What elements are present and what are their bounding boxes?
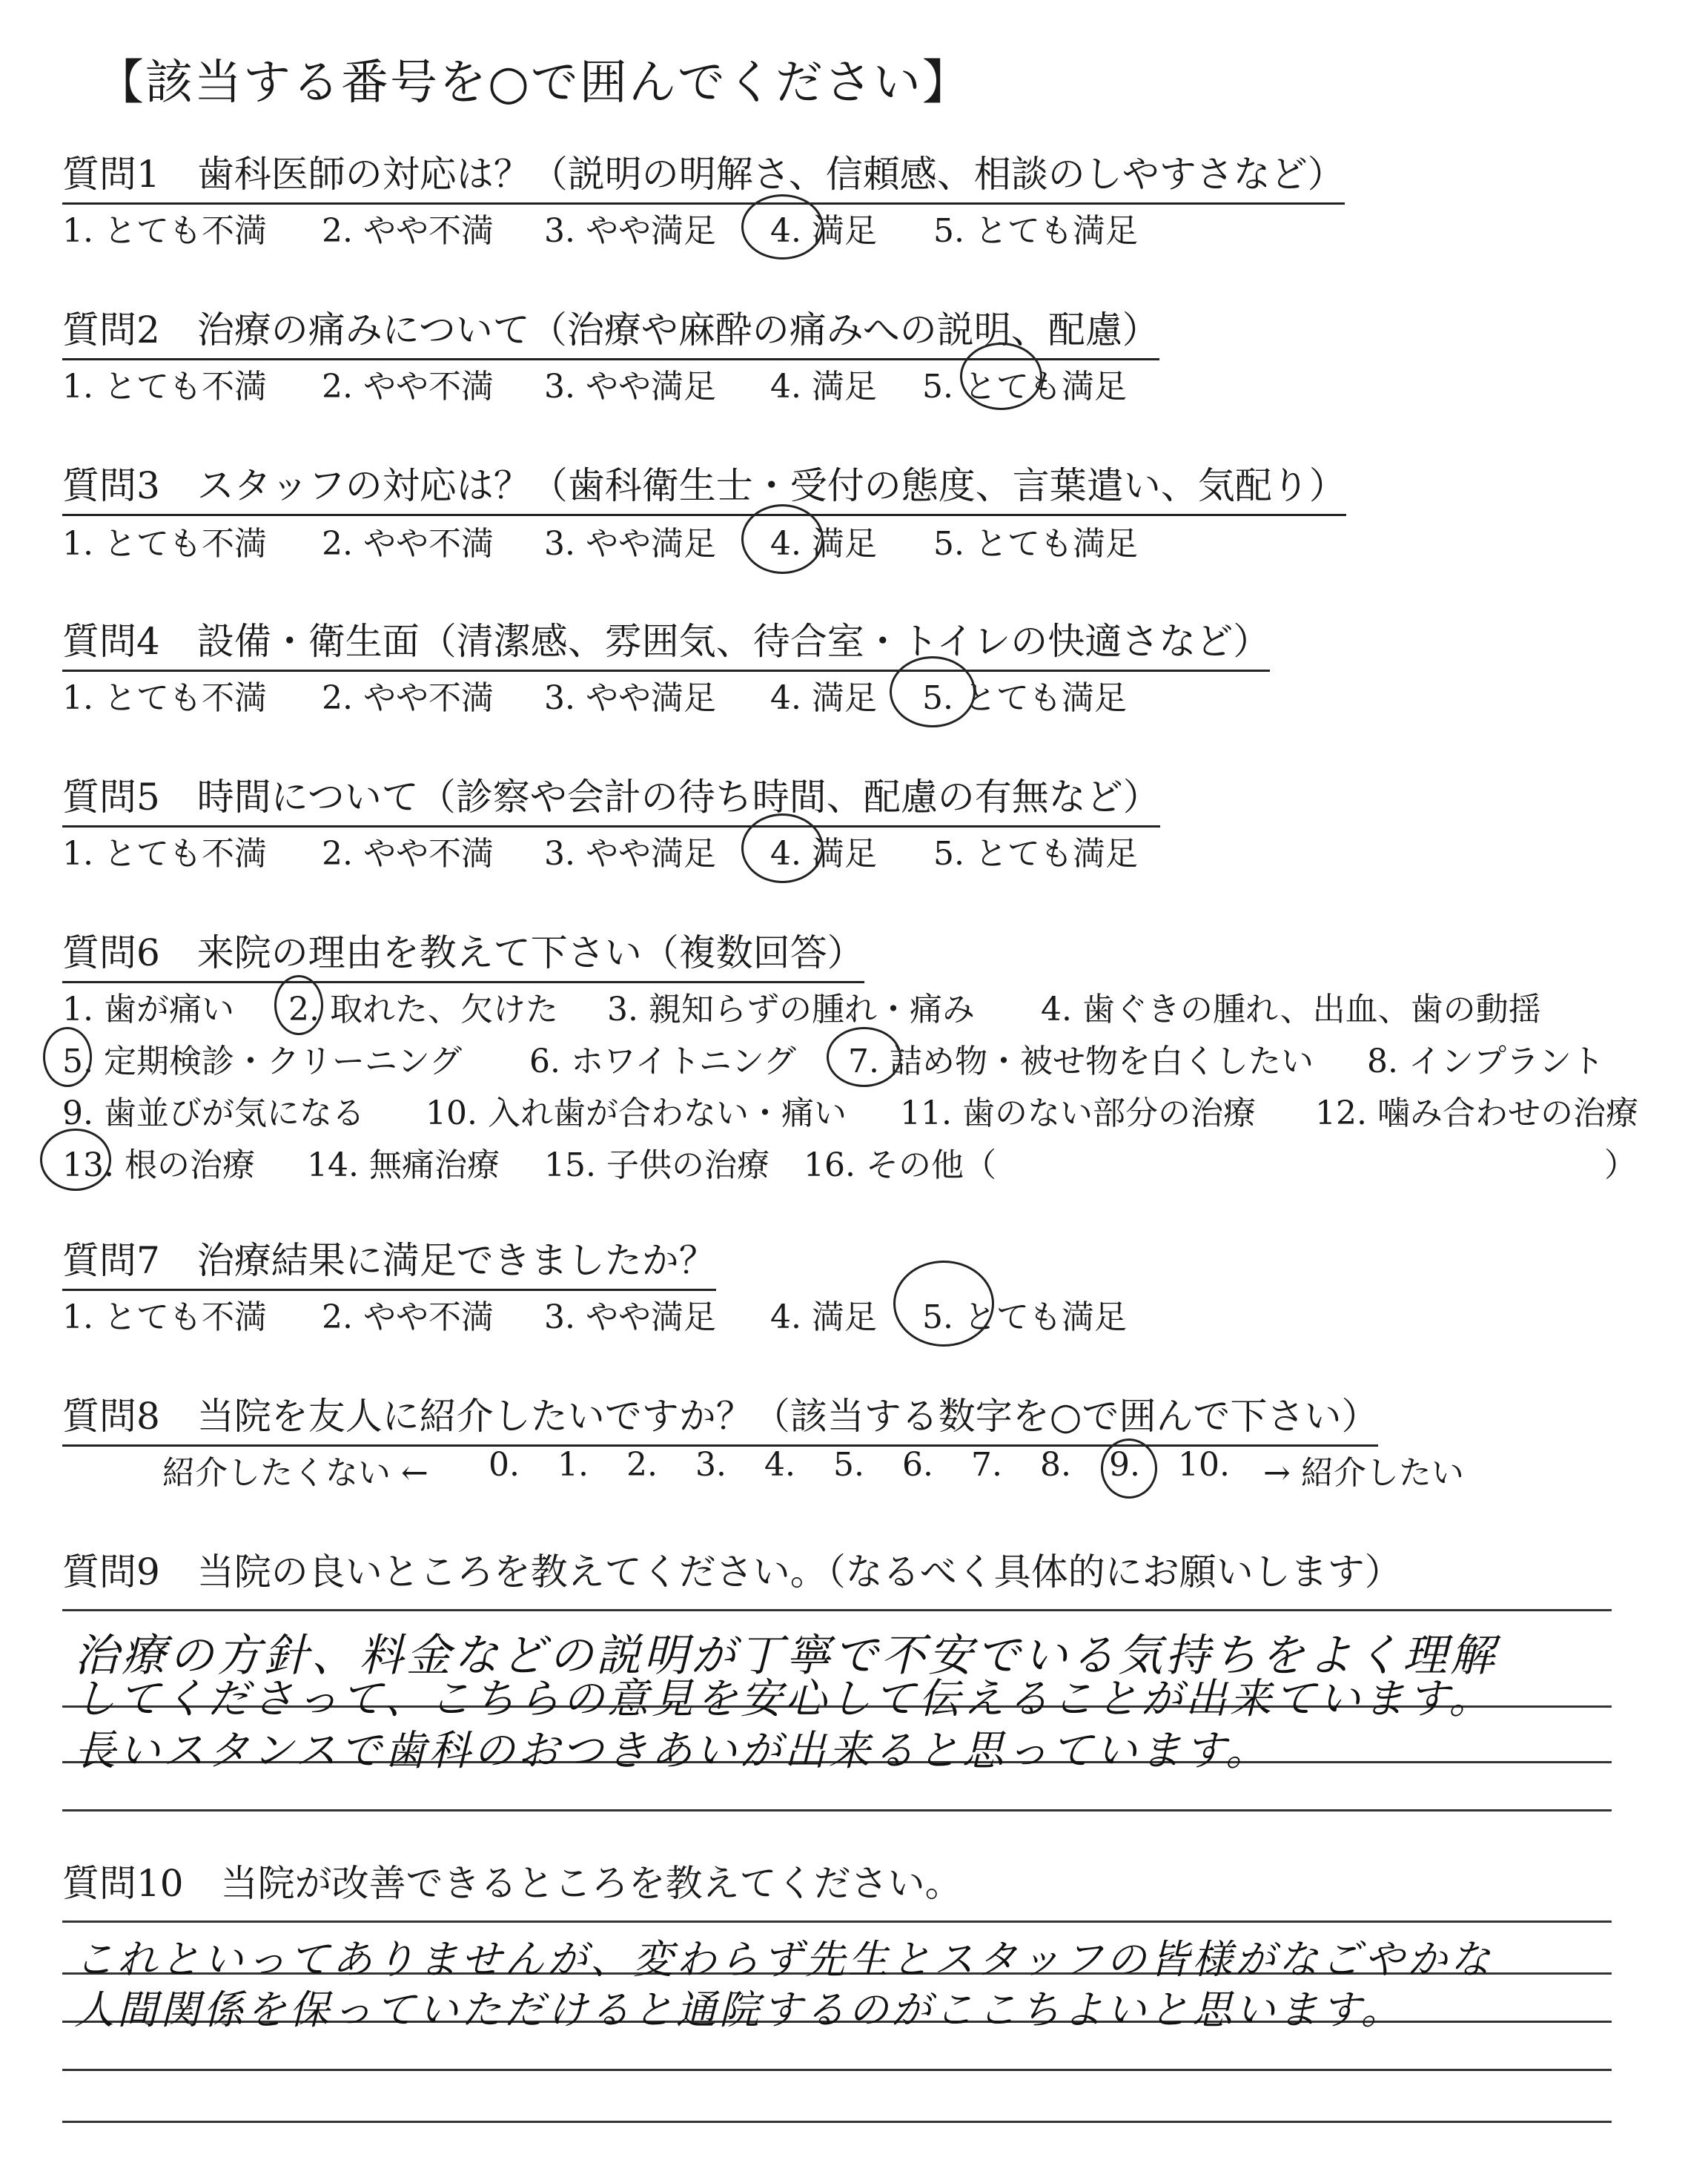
option-1[interactable]: 1. とても不満 [62,835,267,873]
option-3[interactable]: 3. やや満足 [544,212,716,250]
reason-option[interactable]: 5. 定期検診・クリーニング [62,1043,463,1080]
scale-value[interactable]: 3. [695,1446,726,1484]
option-4[interactable]: 4. 満足 [770,679,877,717]
answer-line [62,1609,1612,1611]
option-2[interactable]: 2. やや不満 [322,679,494,717]
reason-option[interactable]: 11. 歯のない部分の治療 [900,1094,1256,1132]
scale-value[interactable]: 0. [489,1446,520,1484]
option-3[interactable]: 3. やや満足 [544,679,716,717]
reason-option[interactable]: 7. 詰め物・被せ物を白くしたい [848,1043,1314,1080]
handwritten-answer: 人間関係を保っていただけると通院するのがここちよいと思います。 [74,1986,1404,2033]
handwritten-answer: これといってありませんが、変わらず先生とスタッフの皆様がなごやかな [74,1936,1493,1983]
option-1[interactable]: 1. とても不満 [62,525,267,563]
question-1-heading: 質問1 歯科医師の対応は？（説明の明解さ、信頼感、相談のしやすさなど） [62,145,1345,205]
option-1[interactable]: 1. とても不満 [62,1298,267,1336]
option-4[interactable]: 4. 満足 [770,1298,877,1336]
question-3-heading: 質問3 スタッフの対応は？（歯科衛生士・受付の態度、言葉遣い、気配り） [62,456,1346,516]
option-4[interactable]: 4. 満足 [770,525,877,563]
option-2[interactable]: 2. やや不満 [322,525,494,563]
option-2[interactable]: 2. やや不満 [322,1298,494,1336]
option-5[interactable]: 5. とても満足 [922,368,1127,406]
answer-line [62,2069,1612,2071]
scale-value[interactable]: 6. [902,1446,933,1484]
option-5[interactable]: 5. とても満足 [933,525,1138,563]
answer-line [62,2121,1612,2123]
reason-option[interactable]: 12. 噛み合わせの治療 [1315,1094,1638,1132]
reason-option[interactable]: 3. 親知らずの腫れ・痛み [607,991,975,1028]
reason-option[interactable]: 14. 無痛治療 [307,1146,500,1184]
scale-value[interactable]: 10. [1178,1446,1230,1484]
reason-option[interactable]: 13. 根の治療 [62,1146,255,1184]
scale-value[interactable]: 7. [971,1446,1002,1484]
option-3[interactable]: 3. やや満足 [544,525,716,563]
scale-value[interactable]: 8. [1040,1446,1071,1484]
handwritten-answer: 長いスタンスで歯科のおつきあいが出来ると思っています。 [74,1727,1271,1775]
scale-value[interactable]: 4. [764,1446,795,1484]
reason-option[interactable]: 8. インプラント [1367,1043,1604,1080]
question-7-heading: 質問7 治療結果に満足できましたか？ [62,1231,716,1291]
option-1[interactable]: 1. とても不満 [62,368,267,406]
option-1[interactable]: 1. とても不満 [62,679,267,717]
scale-left-label: 紹介したくない ← [162,1454,428,1492]
option-5[interactable]: 5. とても満足 [922,679,1127,717]
scale-value[interactable]: 9. [1109,1446,1140,1484]
option-5[interactable]: 5. とても満足 [933,835,1138,873]
option-2[interactable]: 2. やや不満 [322,835,494,873]
option-5[interactable]: 5. とても満足 [933,212,1138,250]
reason-option[interactable]: 1. 歯が痛い [62,991,234,1028]
question-2-heading: 質問2 治療の痛みについて（治療や麻酔の痛みへの説明、配慮） [62,300,1159,360]
question-6-heading: 質問6 来院の理由を教えて下さい（複数回答） [62,923,864,983]
question-8-heading: 質問8 当院を友人に紹介したいですか？（該当する数字を○で囲んで下さい） [62,1387,1378,1447]
reason-option[interactable]: 6. ホワイトニング [529,1043,797,1080]
option-3[interactable]: 3. やや満足 [544,368,716,406]
handwritten-answer: してくださって、こちらの意見を安心して伝えることが出来ています。 [74,1675,1494,1723]
reason-option[interactable]: 16. その他（ [804,1146,996,1184]
reason-option[interactable]: 15. 子供の治療 [544,1146,769,1184]
option-3[interactable]: 3. やや満足 [544,835,716,873]
option-4[interactable]: 4. 満足 [770,212,877,250]
handwritten-answer: 治療の方針、料金などの説明が丁寧で不安でいる気持ちをよく理解 [74,1630,1497,1682]
scale-value[interactable]: 5. [833,1446,864,1484]
question-5-heading: 質問5 時間について（診察や会計の待ち時間、配慮の有無など） [62,767,1160,828]
question-4-heading: 質問4 設備・衛生面（清潔感、雰囲気、待合室・トイレの快適さなど） [62,612,1270,672]
scale-value[interactable]: 2. [626,1446,658,1484]
question-9-heading: 質問9 当院の良いところを教えてください。（なるべく具体的にお願いします） [62,1550,1402,1593]
reason-option[interactable]: 10. 入れ歯が合わない・痛い [426,1094,847,1132]
option-3[interactable]: 3. やや満足 [544,1298,716,1336]
option-2[interactable]: 2. やや不満 [322,368,494,406]
answer-line [62,1809,1612,1811]
scale-right-label: → 紹介したい [1263,1454,1464,1492]
option-4[interactable]: 4. 満足 [770,835,877,873]
reason-option[interactable]: 9. 歯並びが気になる [62,1094,365,1132]
question-10-heading: 質問10 当院が改善できるところを教えてください。 [62,1862,962,1905]
reason-other-close: ） [1604,1146,1637,1184]
page-title: 【該当する番号を○で囲んでください】 [96,56,971,110]
option-1[interactable]: 1. とても不満 [62,212,267,250]
option-4[interactable]: 4. 満足 [770,368,877,406]
answer-line [62,1920,1612,1923]
scale-value[interactable]: 1. [557,1446,589,1484]
reason-option[interactable]: 2. 取れた、欠けた [288,991,558,1028]
option-2[interactable]: 2. やや不満 [322,212,494,250]
reason-option[interactable]: 4. 歯ぐきの腫れ、出血、歯の動揺 [1041,991,1541,1028]
option-5[interactable]: 5. とても満足 [922,1298,1127,1336]
